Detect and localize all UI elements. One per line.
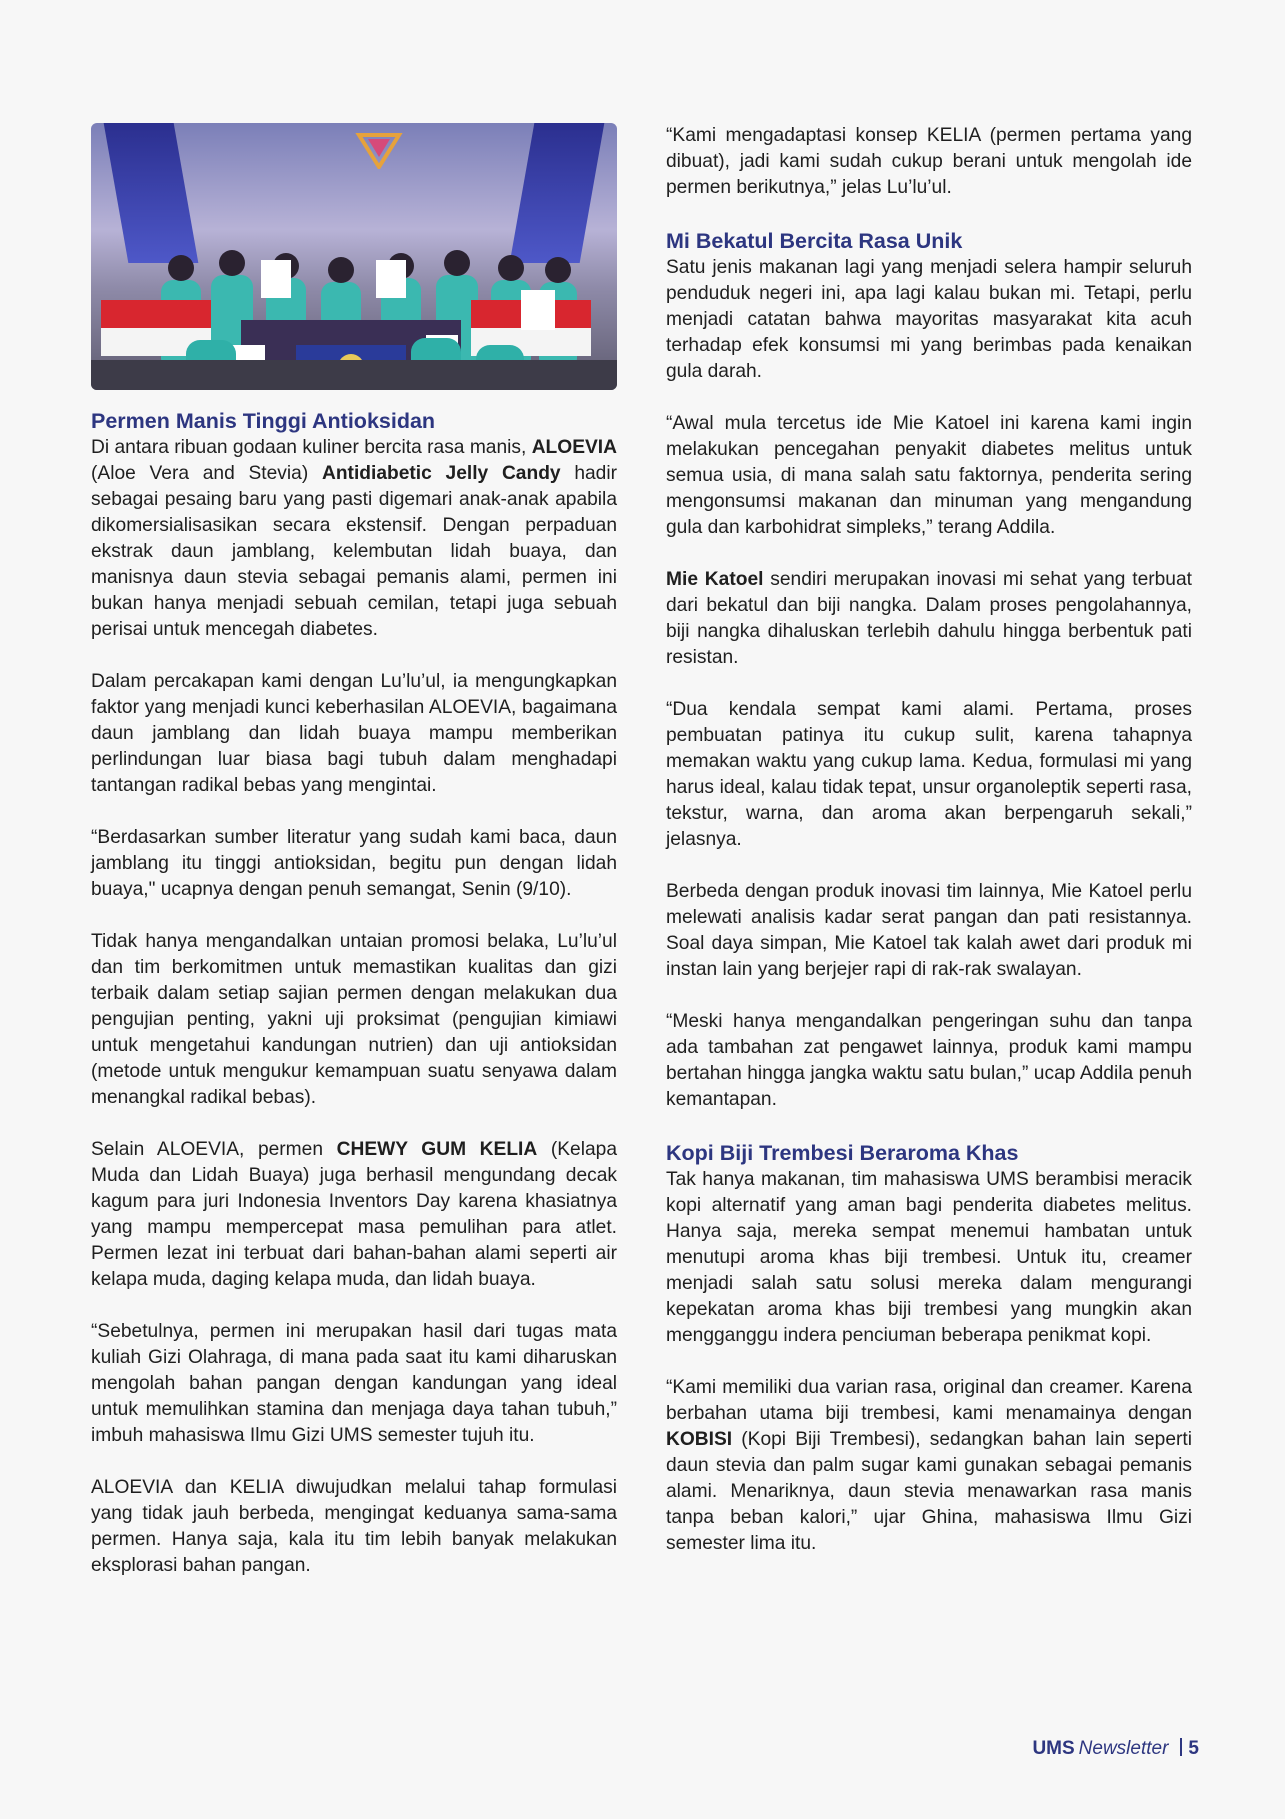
page-footer [1032, 1737, 1199, 1761]
team-photo [91, 123, 617, 390]
paragraph: Selain ALOEVIA, permen CHEWY GUM KELIA (Kelapa Muda dan Lidah Buaya) juga berhasil mengundang decak kagum para juri Indonesia Inventors Day karena khasiatnya yang mampu mempercepat masa pemulihan para atlet. Permen lezat ini terbuat dari bahan-bahan alami seperti air kelapa muda, daging kelapa muda, dan lidah buaya. [91, 1139, 617, 1290]
event-logo-icon [354, 133, 404, 169]
stage-floor [91, 360, 617, 390]
section-heading-kopi: Kopi Biji Trembesi Beraroma Khas [666, 1141, 1019, 1165]
quote-paragraph: “Meski hanya mengandalkan pengeringan suhu dan tanpa ada tambahan zat pengawet lainnya, produk kami mampu bertahan hingga jangka waktu satu bulan,” ucap Addila penuh kemantapan. [666, 1011, 1192, 1110]
paragraph: Mie Katoel sendiri merupakan inovasi mi sehat yang terbuat dari bekatul dan biji nangka. Dalam proses pengolahannya, biji nangka dihaluskan terlebih dahulu hingga berbentuk pati resistan. [666, 569, 1192, 668]
paragraph: Berbeda dengan produk inovasi tim lainnya, Mie Katoel perlu melewati analisis kadar serat pangan dan pati resistannya. Soal daya simpan, Mie Katoel tak kalah awet dari produk mi instan lain yang berjejer rapi di rak-rak swalayan. [666, 881, 1192, 980]
paragraph: Di antara ribuan godaan kuliner bercita rasa manis, ALOEVIA (Aloe Vera and Stevia) Antidiabetic Jelly Candy hadir sebagai pesaing baru yang pasti digemari anak-anak apabila dikomersialisasikan secara ekstensif. Dengan perpaduan ekstrak daun jamblang, kelembutan lidah buaya, dan manisnya daun stevia sebagai pemanis alami, permen ini bukan hanya menjadi sebuah cemilan, tetapi juga sebuah perisai untuk mencegah diabetes. [91, 437, 618, 640]
right-column [666, 123, 1192, 1583]
footer-brand: UMS [1032, 1738, 1075, 1759]
paragraph: Dalam percakapan kami dengan Lu’lu’ul, ia mengungkapkan faktor yang menjadi kunci keberhasilan ALOEVIA, bagaimana daun jamblang dan lidah buaya mampu memberikan perlindungan luar biasa bagi tubuh dalam menghadapi tantangan radikal bebas yang mengintai. [91, 671, 617, 796]
paragraph: Satu jenis makanan lagi yang menjadi selera hampir seluruh penduduk negeri ini, apa lagi kalau bukan mi. Tetapi, perlu menjadi catatan bahwa mayoritas masyarakat kita acuh terhadap efek konsumsi mi yang berimbas pada kenaikan gula darah. [666, 257, 1192, 382]
footer-divider [1180, 1738, 1182, 1756]
section-heading-mi-bekatul: Mi Bekatul Bercita Rasa Unik [666, 229, 963, 253]
footer-newsletter: Newsletter [1078, 1738, 1169, 1759]
quote-paragraph: “Kami mengadaptasi konsep KELIA (permen pertama yang dibuat), jadi kami sudah cukup berani untuk mengolah ide permen berikutnya,” jelas Lu’lu’ul. [666, 125, 1192, 198]
quote-paragraph: “Kami memiliki dua varian rasa, original dan creamer. Karena berbahan utama biji trembesi, kami menamainya dengan KOBISI (Kopi Biji Trembesi), sedangkan bahan lain seperti daun stevia dan palm sugar kami gunakan sebagai pemanis alami. Menariknya, daun stevia menawarkan rasa manis tanpa beban kalori,” ujar Ghina, mahasiswa Ilmu Gizi semester lima itu. [666, 1377, 1192, 1554]
paragraph: ALOEVIA dan KELIA diwujudkan melalui tahap formulasi yang tidak jauh berbeda, mengingat keduanya sama-sama permen. Hanya saja, kala itu tim lebih banyak melakukan eksplorasi bahan pangan. [91, 1477, 617, 1576]
paragraph: Tak hanya makanan, tim mahasiswa UMS berambisi meracik kopi alternatif yang aman bagi penderita diabetes melitus. Hanya saja, mereka sempat menemui hambatan untuk menutupi aroma khas biji trembesi. Untuk itu, creamer menjadi salah satu solusi mereka dalam mengurangi kepekatan aroma khas biji trembesi yang mungkin akan mengganggu indera penciuman beberapa penikmat kopi. [666, 1169, 1192, 1346]
paragraph: Tidak hanya mengandalkan untaian promosi belaka, Lu’lu’ul dan tim berkomitmen untuk memastikan kualitas dan gizi terbaik dalam setiap sajian permen dengan melakukan dua pengujian penting, yakni uji proksimat (pengujian kimiawi untuk mengetahui kandungan nutrien) dan uji antioksidan (metode untuk mengukur kemampuan suatu senyawa dalam menangkal radikal bebas). [91, 931, 617, 1108]
quote-paragraph: “Berdasarkan sumber literatur yang sudah kami baca, daun jamblang itu tinggi antioksidan, begitu pun dengan lidah buaya," ucapnya dengan penuh semangat, Senin (9/10). [91, 827, 617, 900]
quote-paragraph: “Awal mula tercetus ide Mie Katoel ini karena kami ingin melakukan pencegahan penyakit diabetes melitus untuk semua usia, di mana salah satu faktornya, penderita sering mengonsumsi makanan dan minuman yang mengandung gula dan karbohidrat simpleks,” terang Addila. [666, 413, 1192, 538]
section-heading-permen: Permen Manis Tinggi Antioksidan [91, 409, 436, 433]
left-column [91, 123, 617, 1605]
quote-paragraph: “Dua kendala sempat kami alami. Pertama, proses pembuatan patinya itu cukup sulit, karena tahapnya memakan waktu yang cukup lama. Kedua, formulasi mi yang harus ideal, kalau tidak tepat, unsur organoleptik seperti rasa, tekstur, warna, dan aroma akan berpengaruh sekali,” jelasnya. [666, 699, 1192, 850]
page-number: 5 [1188, 1738, 1199, 1759]
quote-paragraph: “Sebetulnya, permen ini merupakan hasil dari tugas mata kuliah Gizi Olahraga, di mana pada saat itu kami diharuskan mengolah bahan pangan dengan kandungan yang ideal untuk memulihkan stamina dan menjaga daya tahan tubuh,” imbuh mahasiswa Ilmu Gizi UMS semester tujuh itu. [91, 1321, 617, 1446]
